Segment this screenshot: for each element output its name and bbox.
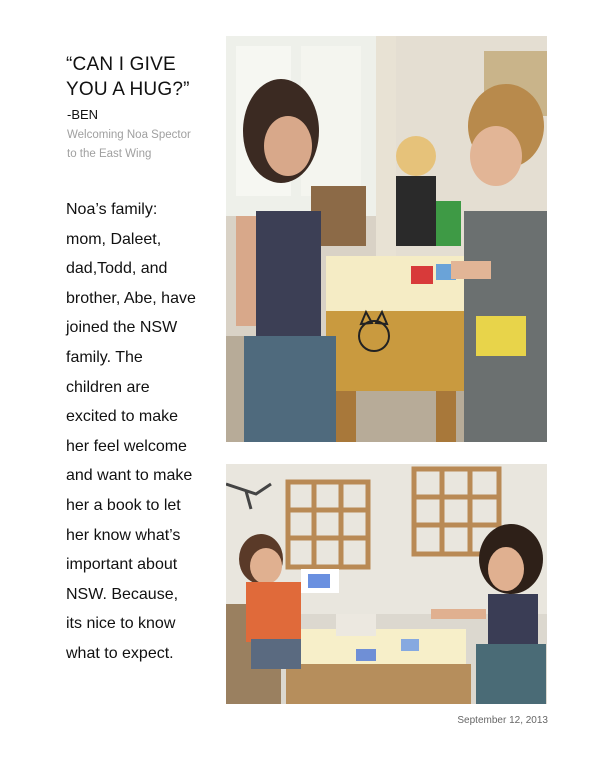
- photo-girls-drawing: [226, 464, 547, 704]
- body-line: important about: [66, 556, 178, 574]
- body-line: its nice to know: [66, 615, 176, 633]
- body-line: family. The: [66, 348, 143, 366]
- body-line: brother, Abe, have: [66, 289, 196, 307]
- body-line: NSW. Because,: [66, 585, 179, 603]
- body-line: and want to make: [66, 467, 193, 485]
- body-line: dad,Todd, and: [66, 260, 168, 278]
- body-line: joined the NSW: [66, 319, 178, 337]
- photo-children-at-light-table: [226, 36, 547, 442]
- subtitle-line-2: to the East Wing: [67, 148, 152, 160]
- body-line: what to expect.: [66, 644, 174, 662]
- photo-illustration: [226, 36, 547, 442]
- quote-line-2: YOU A HUG?”: [66, 79, 190, 100]
- photo-illustration: [226, 464, 547, 704]
- body-line: her a book to let: [66, 496, 181, 514]
- body-paragraph: [66, 195, 216, 669]
- quote-heading: [66, 52, 216, 102]
- subtitle-line-1: Welcoming Noa Spector: [67, 129, 191, 141]
- body-line: mom, Daleet,: [66, 230, 162, 248]
- quote-attribution: -BEN: [67, 107, 99, 122]
- body-line: Noa’s family:: [66, 201, 158, 218]
- quote-line-1: “CAN I GIVE: [66, 54, 176, 75]
- subtitle: [67, 126, 227, 164]
- body-line: her know what’s: [66, 526, 181, 544]
- body-line: children are: [66, 378, 150, 396]
- body-line: her feel welcome: [66, 437, 187, 455]
- body-line: excited to make: [66, 408, 179, 426]
- page-date: September 12, 2013: [457, 715, 548, 726]
